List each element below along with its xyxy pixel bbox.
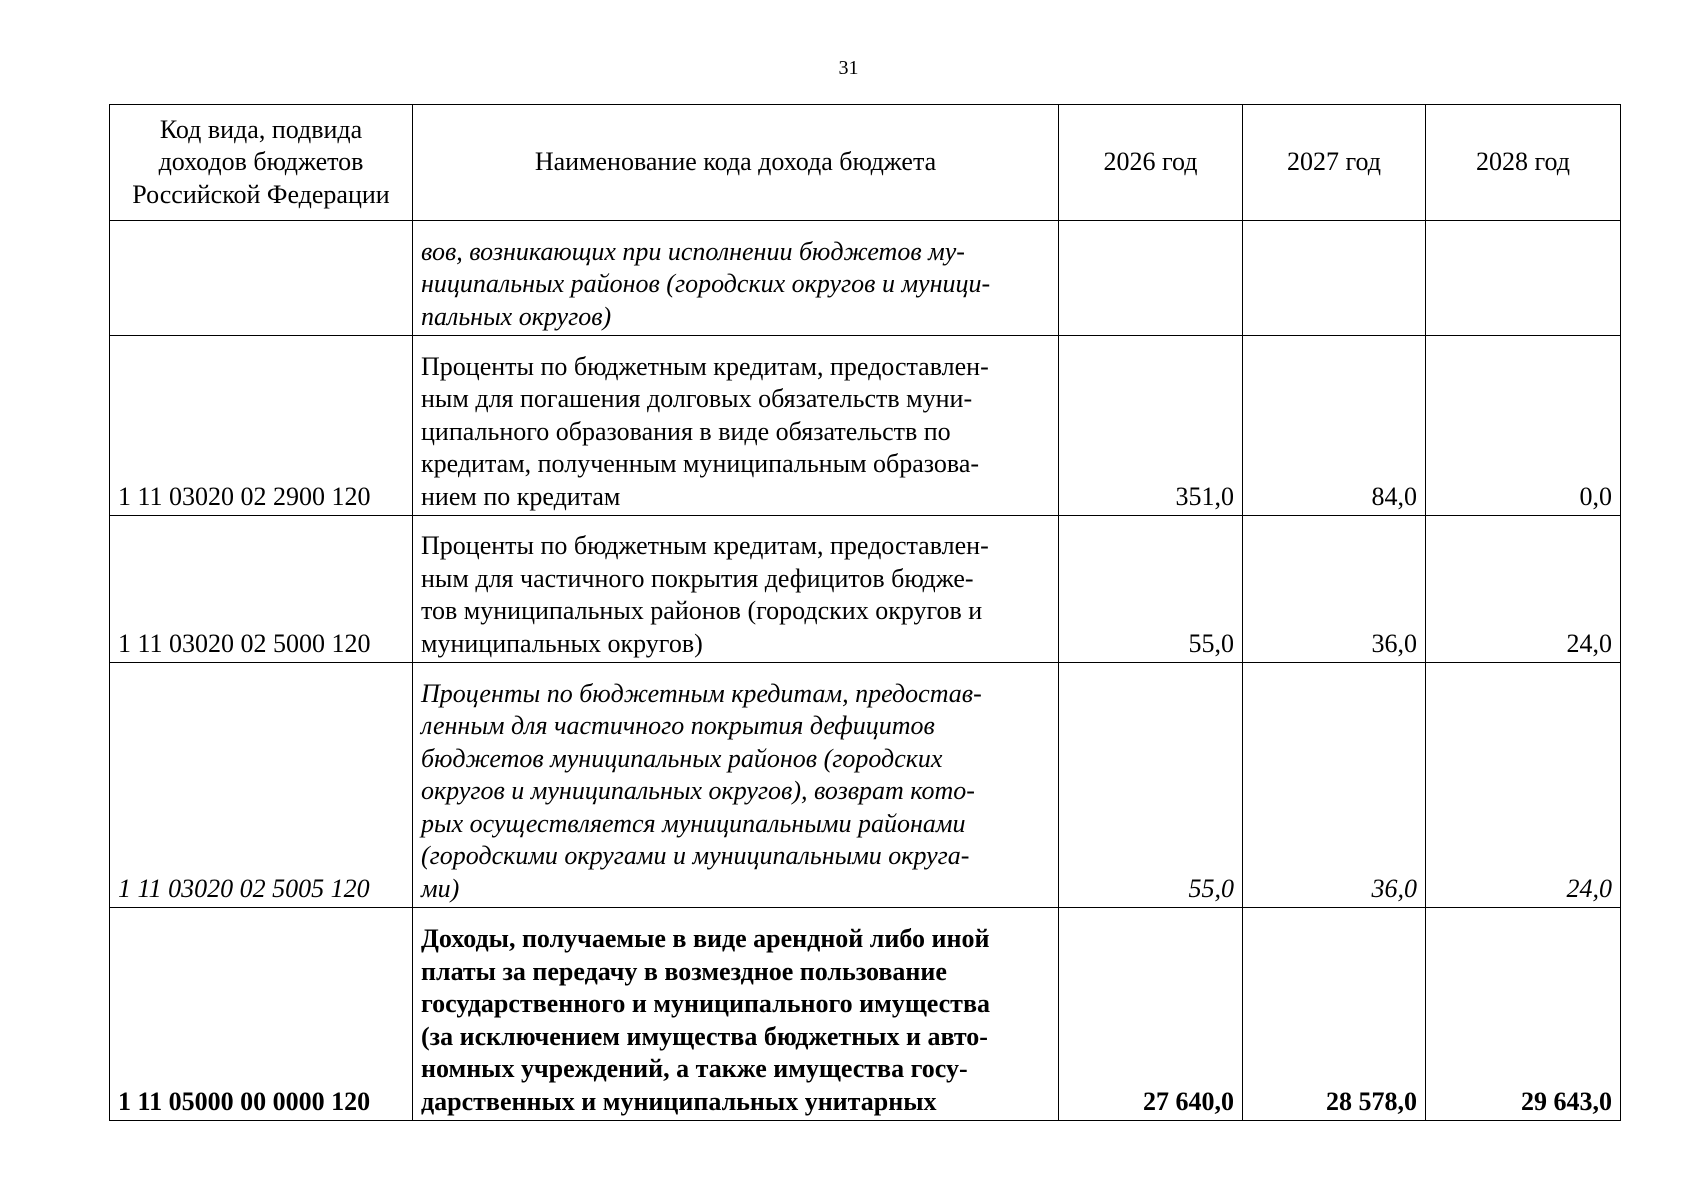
header-year-2026: 2026 год — [1059, 105, 1243, 221]
revenue-name-line: Доходы, получаемые в виде арендной либо иной — [421, 924, 990, 953]
revenue-name-line: ниципальных районов (городских округов и муници- — [421, 269, 991, 298]
header-code — [110, 105, 413, 221]
header-name: Наименование кода дохода бюджета — [413, 105, 1059, 221]
budget-revenue-table — [109, 104, 1621, 1121]
revenue-name-line: кредитам, полученным муниципальным образова- — [421, 449, 980, 478]
revenue-name-cell — [413, 516, 1059, 663]
revenue-code-cell: 1 11 03020 02 2900 120 — [110, 336, 413, 516]
header-code-line: Код вида, подвида — [159, 114, 363, 144]
revenue-name-line: Проценты по бюджетным кредитам, предоставлен- — [421, 531, 989, 560]
value-2028-cell — [1426, 221, 1621, 336]
table-row — [110, 221, 1621, 336]
revenue-name-line: ми) — [421, 873, 460, 903]
value-2028-cell: 0,0 — [1426, 336, 1621, 516]
value-2027-cell: 28 578,0 — [1243, 908, 1426, 1121]
table-row — [110, 516, 1621, 663]
revenue-name-cell — [413, 908, 1059, 1121]
revenue-code-cell: 1 11 03020 02 5000 120 — [110, 516, 413, 663]
value-2027-cell — [1243, 221, 1426, 336]
revenue-name-line: ным для частичного покрытия дефицитов бюдже- — [421, 563, 974, 593]
revenue-name-cell — [413, 663, 1059, 908]
revenue-name-line: (городскими округами и муниципальными округа- — [421, 841, 970, 870]
value-2026-cell: 55,0 — [1059, 516, 1243, 663]
revenue-name-line: пальных округов) — [421, 301, 612, 331]
value-2026-cell — [1059, 221, 1243, 336]
revenue-name-line: округов и муниципальных округов), возврат кото- — [421, 776, 975, 805]
revenue-name-line: муниципальных округов) — [421, 628, 703, 658]
revenue-code-cell: 1 11 03020 02 5005 120 — [110, 663, 413, 908]
header-year-2028: 2028 год — [1426, 105, 1621, 221]
table-row — [110, 908, 1621, 1121]
revenue-name-line: Проценты по бюджетным кредитам, предостав- — [421, 678, 982, 708]
revenue-name-line: номных учреждений, а также имущества госу- — [421, 1054, 968, 1083]
revenue-name-cell — [413, 336, 1059, 516]
revenue-code-cell — [110, 221, 413, 336]
revenue-name-line: ленным для частичного покрытия дефицитов — [421, 711, 935, 740]
value-2026-cell: 351,0 — [1059, 336, 1243, 516]
revenue-name-line: платы за передачу в возмездное пользование — [421, 956, 947, 986]
revenue-name-line: (за исключением имущества бюджетных и авто- — [421, 1021, 988, 1051]
revenue-name-line: бюджетов муниципальных районов (городских — [421, 743, 943, 773]
revenue-name-line: рых осуществляется муниципальными районами — [421, 808, 966, 838]
revenue-name-line: государственного и муниципального имущества — [421, 989, 990, 1018]
value-2026-cell: 55,0 — [1059, 663, 1243, 908]
revenue-name-line: тов муниципальных районов (городских округов и — [421, 596, 983, 625]
revenue-name-line: ципального образования в виде обязательств по — [421, 416, 951, 446]
table-body — [110, 221, 1621, 1121]
value-2026-cell: 27 640,0 — [1059, 908, 1243, 1121]
revenue-name-line: дарственных и муниципальных унитарных — [421, 1086, 937, 1116]
value-2028-cell: 29 643,0 — [1426, 908, 1621, 1121]
header-code-line: Российской Федерации — [132, 179, 390, 209]
header-code-line: доходов бюджетов — [158, 147, 364, 177]
revenue-name-line: нием по кредитам — [421, 481, 621, 511]
revenue-name-cell — [413, 221, 1059, 336]
table-row — [110, 663, 1621, 908]
table-row — [110, 336, 1621, 516]
revenue-name-line: ным для погашения долговых обязательств муни- — [421, 384, 973, 413]
value-2028-cell: 24,0 — [1426, 516, 1621, 663]
table-header-row — [110, 105, 1621, 221]
revenue-code-cell: 1 11 05000 00 0000 120 — [110, 908, 413, 1121]
value-2027-cell: 36,0 — [1243, 516, 1426, 663]
value-2028-cell: 24,0 — [1426, 663, 1621, 908]
page-number: 31 — [838, 57, 859, 79]
value-2027-cell: 84,0 — [1243, 336, 1426, 516]
header-year-2027: 2027 год — [1243, 105, 1426, 221]
value-2027-cell: 36,0 — [1243, 663, 1426, 908]
revenue-name-line: вов, возникающих при исполнении бюджетов му- — [421, 236, 965, 266]
revenue-name-line: Проценты по бюджетным кредитам, предоставлен- — [421, 351, 989, 381]
